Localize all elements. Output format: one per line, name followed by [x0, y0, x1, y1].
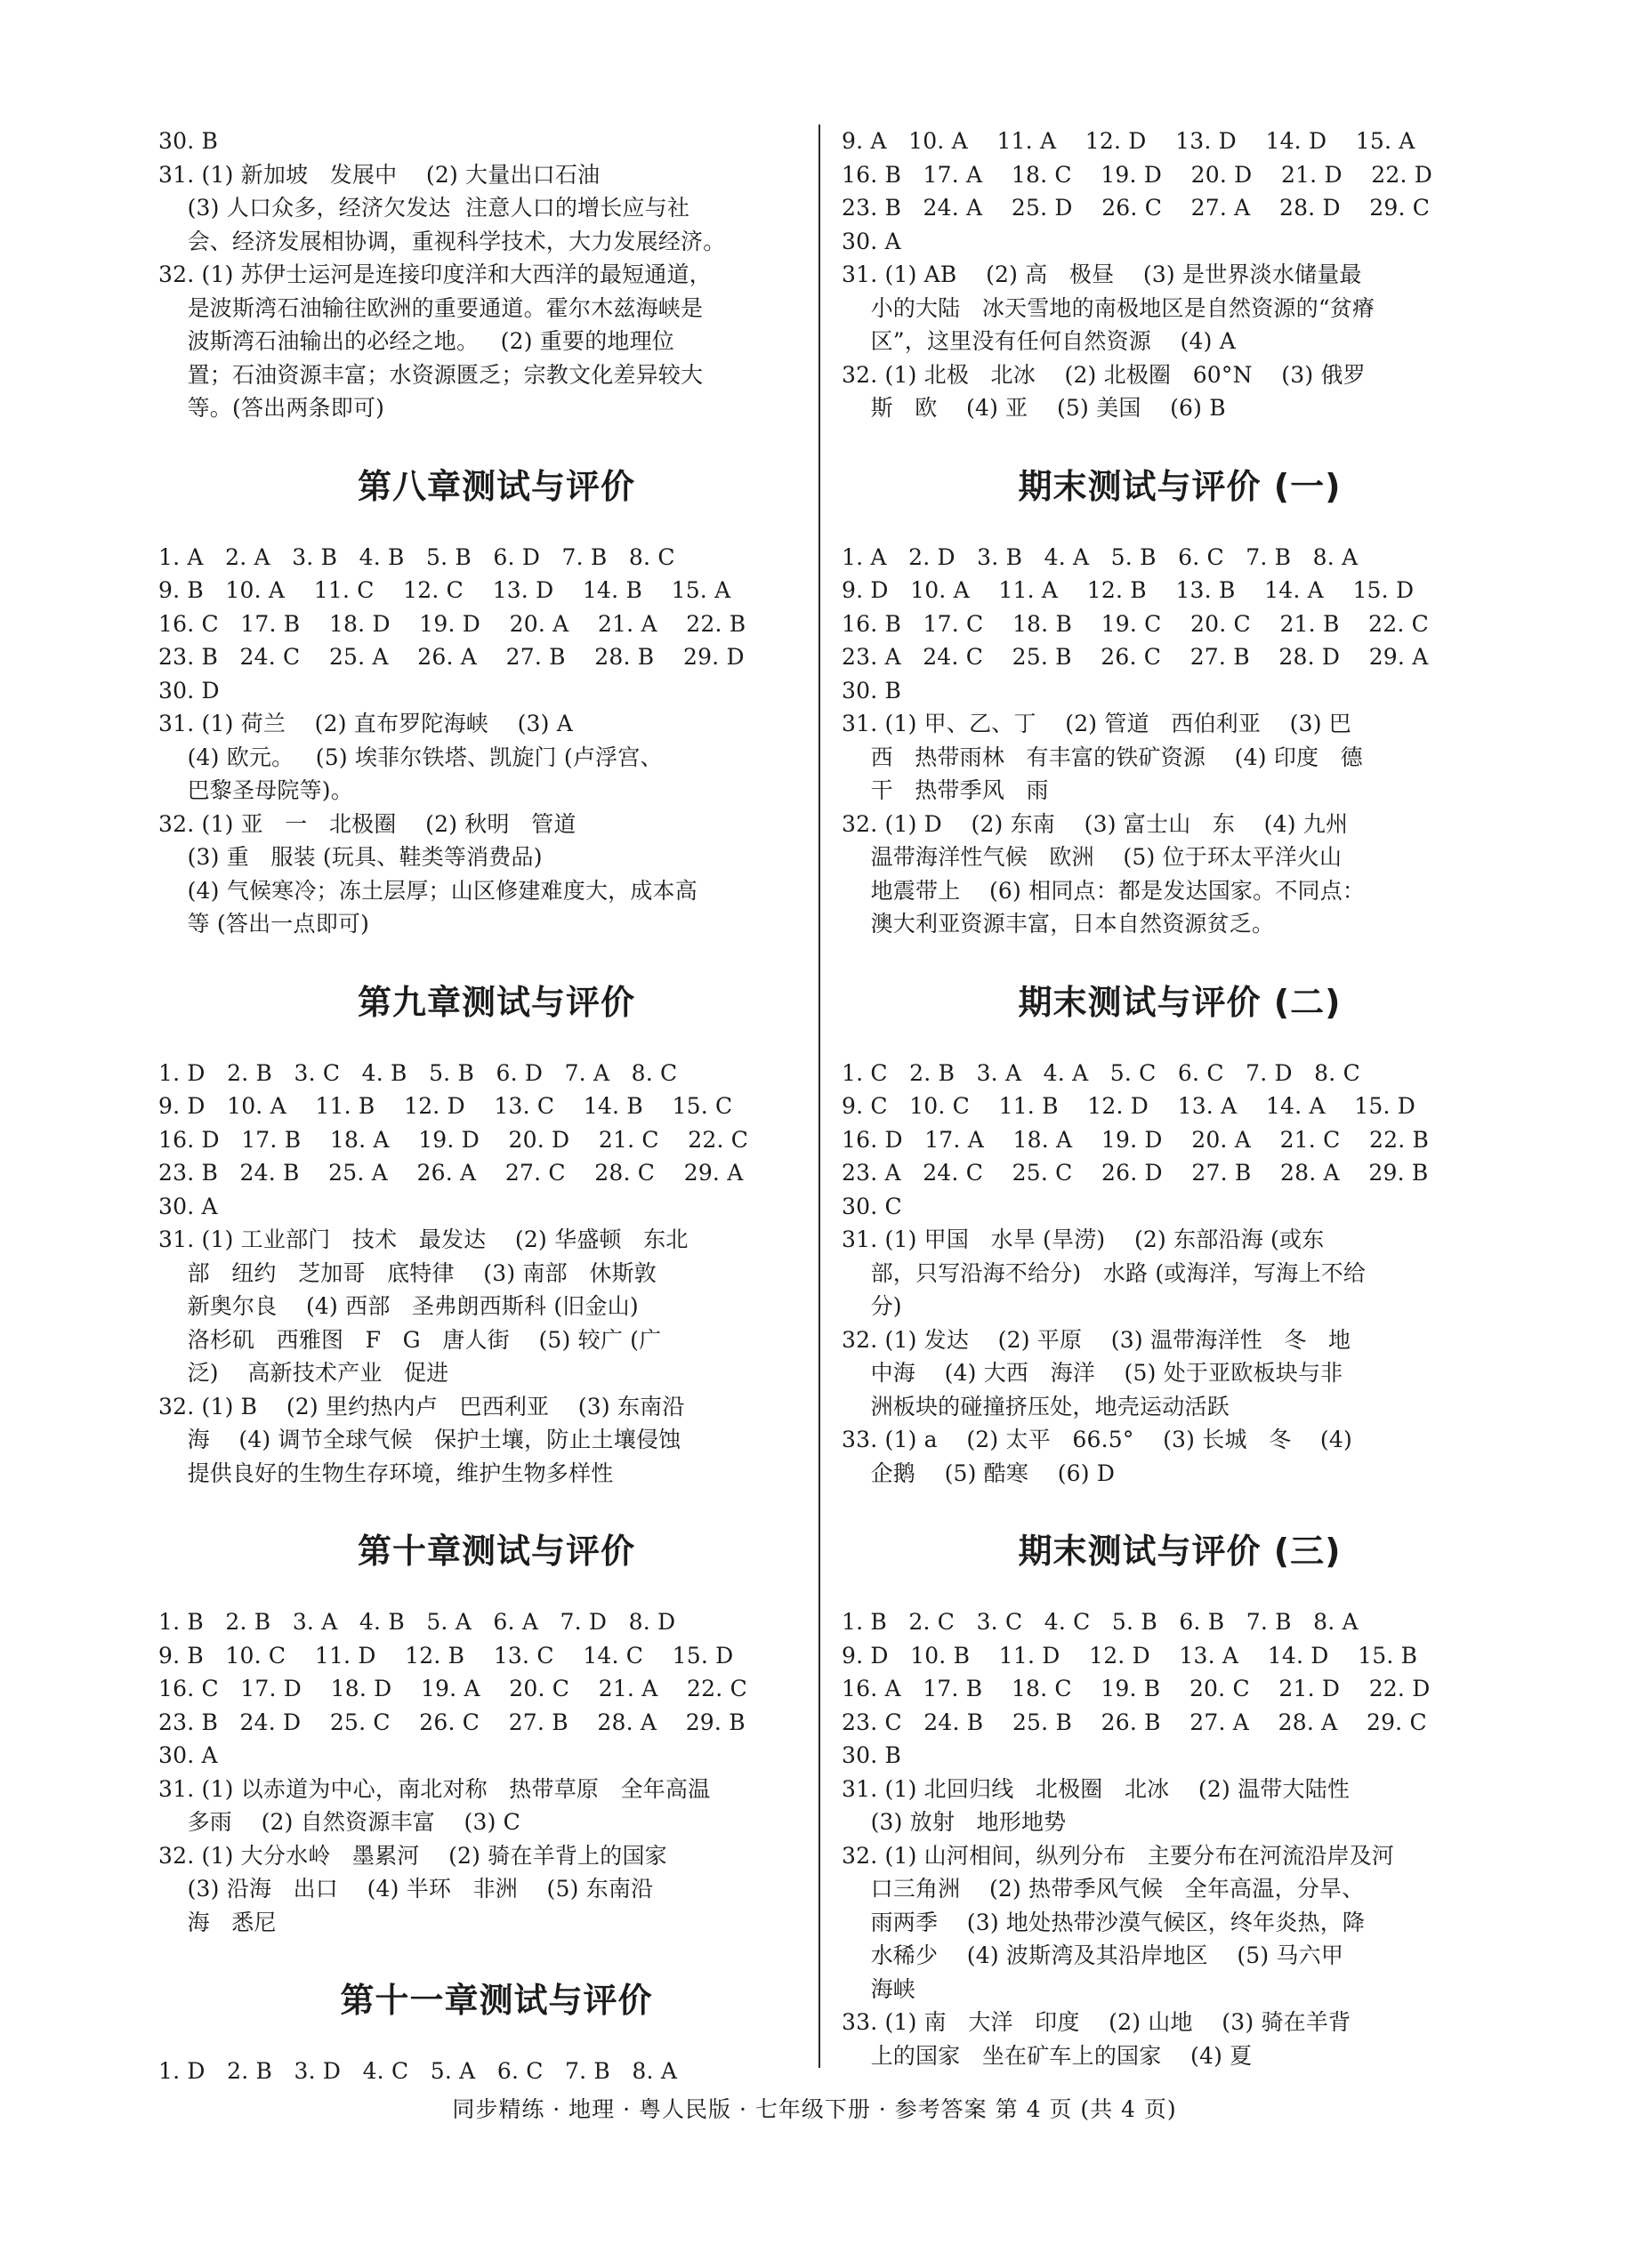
answer-line: 16. B 17. A 18. C 19. D 20. D 21. D 22. D	[842, 161, 1433, 188]
answer-line: 部，只写沿海不给分) 水路 (或海洋，写海上不给	[842, 1259, 1367, 1286]
answer-line: 企鹅 (5) 酷寒 (6) D	[842, 1460, 1116, 1486]
answer-line: 洲板块的碰撞挤压处，地壳运动活跃	[842, 1393, 1230, 1420]
section-title: 第八章测试与评价	[357, 466, 635, 506]
answer-line: 斯 欧 (4) 亚 (5) 美国 (6) B	[842, 395, 1226, 421]
answer-line: 9. C 10. C 11. B 12. D 13. A 14. A 15. D	[842, 1093, 1416, 1119]
page-footer: 同步精练 · 地理 · 粤人民版 · 七年级下册 · 参考答案 第 4 页 (共 4 页)	[452, 2096, 1177, 2122]
answer-line: 1. B 2. B 3. A 4. B 5. A 6. A 7. D 8. D	[158, 1609, 676, 1635]
answer-line: 30. B	[158, 128, 219, 154]
section-title: 期末测试与评价 (二)	[1018, 982, 1342, 1022]
answer-line: 32. (1) 大分水岭 墨累河 (2) 骑在羊背上的国家	[158, 1842, 667, 1869]
answer-line: 9. B 10. A 11. C 12. C 13. D 14. B 15. A	[158, 577, 731, 603]
answer-line: 新奥尔良 (4) 西部 圣弗朗西斯科 (旧金山)	[158, 1293, 639, 1319]
answer-line: 巴黎圣母院等)。	[158, 777, 353, 803]
answer-line: 31. (1) 荷兰 (2) 直布罗陀海峡 (3) A	[158, 711, 574, 736]
answer-line: (3) 沿海 出口 (4) 半环 非洲 (5) 东南沿	[158, 1876, 654, 1902]
right-column	[842, 125, 1518, 2072]
answer-line: 1. A 2. D 3. B 4. A 5. B 6. C 7. B 8. A	[842, 543, 1359, 570]
answer-line: (4) 欧元。 (5) 埃菲尔铁塔、凯旋门 (卢浮宫、	[158, 744, 663, 770]
answer-line: 23. A 24. C 25. B 26. C 27. B 28. D 29. A	[842, 644, 1429, 670]
answer-line: 32. (1) 北极 北冰 (2) 北极圈 60°N (3) 俄罗	[842, 361, 1366, 388]
answer-line: 9. B 10. C 11. D 12. B 13. C 14. C 15. D	[158, 1642, 734, 1669]
answer-line: 30. A	[158, 1193, 218, 1219]
answer-line: 31. (1) 甲国 水旱 (旱涝) (2) 东部沿海 (或东	[842, 1226, 1325, 1252]
answer-line: 23. A 24. C 25. C 26. D 27. B 28. A 29. B	[842, 1160, 1429, 1186]
answer-line: 澳大利亚资源丰富，日本自然资源贫乏。	[842, 911, 1275, 937]
column-divider	[819, 125, 820, 2068]
answer-line: 23. C 24. B 25. B 26. B 27. A 28. A 29. C	[842, 1709, 1427, 1735]
answer-line: 分)	[842, 1293, 902, 1319]
answer-line: 30. A	[158, 1742, 218, 1768]
answer-line: 是波斯湾石油输往欧洲的重要通道。霍尔木兹海峡是	[158, 294, 704, 321]
answer-line: 32. (1) 亚 一 北极圈 (2) 秋明 管道	[158, 810, 577, 837]
answer-line: 西 热带雨林 有丰富的铁矿资源 (4) 印度 德	[842, 744, 1363, 770]
answer-line: 16. D 17. A 18. A 19. D 20. A 21. C 22. B	[842, 1126, 1430, 1153]
answer-line: 海 悉尼	[158, 1909, 277, 1935]
answer-line: 23. B 24. C 25. A 26. A 27. B 28. B 29. D	[158, 644, 745, 670]
answer-line: 16. A 17. B 18. C 19. B 20. C 21. D 22. D	[842, 1676, 1431, 1701]
answer-line: 16. C 17. D 18. D 19. A 20. C 21. A 22. C	[158, 1676, 747, 1701]
answer-line: 1. D 2. B 3. C 4. B 5. B 6. D 7. A 8. C	[158, 1059, 678, 1086]
answer-line: 16. D 17. B 18. A 19. D 20. D 21. C 22. C	[158, 1126, 749, 1153]
answer-line: 小的大陆 冰天雪地的南极地区是自然资源的“贫瘠	[842, 294, 1375, 321]
answer-line: 雨两季 (3) 地处热带沙漠气候区，终年炎热，降	[842, 1909, 1366, 1935]
answer-line: 中海 (4) 大西 海洋 (5) 处于亚欧板块与非	[842, 1360, 1343, 1386]
right-section-1	[842, 457, 1518, 941]
answer-line: 31. (1) AB (2) 高 极昼 (3) 是世界淡水储量最	[842, 261, 1362, 287]
answer-line: 海 (4) 调节全球气候 保护土壤，防止土壤侵蚀	[158, 1427, 681, 1452]
answer-line: 9. D 10. A 11. B 12. D 13. C 14. B 15. C	[158, 1093, 733, 1119]
answer-line: 置；石油资源丰富；水资源匮乏；宗教文化差异较大	[158, 361, 704, 388]
answer-line: 水稀少 (4) 波斯湾及其沿岸地区 (5) 马六甲	[842, 1942, 1344, 1968]
answer-line: 会、经济发展相协调，重视科学技术，大力发展经济。	[158, 228, 726, 254]
answer-line: (3) 人口众多，经济欠发达 注意人口的增长应与社	[158, 195, 690, 221]
left-section-0	[158, 125, 835, 425]
left-column	[158, 125, 835, 2088]
answer-line: 32. (1) 发达 (2) 平原 (3) 温带海洋性 冬 地	[842, 1326, 1351, 1353]
answer-line: 多雨 (2) 自然资源丰富 (3) C	[158, 1809, 521, 1835]
answer-line: 区”，这里没有任何自然资源 (4) A	[842, 328, 1236, 354]
answer-line: 1. A 2. A 3. B 4. B 5. B 6. D 7. B 8. C	[158, 543, 675, 570]
left-section-1	[158, 457, 835, 941]
answer-line: 30. C	[842, 1193, 902, 1219]
answer-line: 海峡	[842, 1975, 915, 2002]
answer-line: 33. (1) 南 大洋 印度 (2) 山地 (3) 骑在羊背	[842, 2009, 1351, 2035]
right-section-3	[842, 1522, 1518, 2072]
answer-line: 23. B 24. A 25. D 26. C 27. A 28. D 29. C	[842, 195, 1431, 221]
answer-line: 温带海洋性气候 欧洲 (5) 位于环太平洋火山	[842, 844, 1343, 870]
answer-line: 口三角洲 (2) 热带季风气候 全年高温，分旱、	[842, 1876, 1365, 1902]
answer-line: 23. B 24. B 25. A 26. A 27. C 28. C 29. A	[158, 1160, 744, 1186]
answer-line: 波斯湾石油输出的必经之地。 (2) 重要的地理位	[158, 328, 674, 354]
left-section-2	[158, 973, 835, 1491]
answer-line: 洛杉矶 西雅图 F G 唐人街 (5) 较广 (广	[158, 1326, 662, 1353]
section-title: 期末测试与评价 (一)	[1018, 466, 1342, 506]
answer-line: 32. (1) 山河相间，纵列分布 主要分布在河流沿岸及河	[842, 1842, 1395, 1869]
answer-line: (3) 放射 地形地势	[842, 1809, 1067, 1835]
answer-line: 干 热带季风 雨	[842, 777, 1049, 803]
answer-line: 9. A 10. A 11. A 12. D 13. D 14. D 15. A	[842, 128, 1415, 154]
answer-line: 31. (1) 北回归线 北极圈 北冰 (2) 温带大陆性	[842, 1775, 1351, 1802]
answer-line: (4) 气候寒冷；冻土层厚；山区修建难度大，成本高	[158, 877, 698, 904]
answer-line: 提供良好的生物生存环境，维护生物多样性	[158, 1460, 614, 1486]
answer-line: 30. A	[842, 228, 901, 254]
answer-line: 16. C 17. B 18. D 19. D 20. A 21. A 22. B	[158, 610, 746, 637]
answer-line: 31. (1) 甲、乙、丁 (2) 管道 西伯利亚 (3) 巴	[842, 711, 1351, 736]
answer-line: 30. D	[158, 677, 220, 704]
left-section-4	[158, 1971, 835, 2088]
section-title: 第九章测试与评价	[357, 982, 635, 1022]
answer-line: 16. B 17. C 18. B 19. C 20. C 21. B 22. C	[842, 610, 1429, 637]
answer-line: 上的国家 坐在矿车上的国家 (4) 夏	[842, 2042, 1253, 2069]
section-title: 期末测试与评价 (三)	[1018, 1532, 1342, 1571]
answer-line: 等。(答出两条即可)	[158, 395, 385, 421]
answer-line: 1. D 2. B 3. D 4. C 5. A 6. C 7. B 8. A	[158, 2058, 678, 2084]
answer-line: 部 纽约 芝加哥 底特律 (3) 南部 休斯敦	[158, 1259, 657, 1286]
answer-line: 泛) 高新技术产业 促进	[158, 1360, 449, 1386]
answer-line: 地震带上 (6) 相同点：都是发达国家。不同点：	[842, 877, 1366, 904]
answer-line: 32. (1) B (2) 里约热内卢 巴西利亚 (3) 东南沿	[158, 1393, 685, 1420]
answer-line: 9. D 10. B 11. D 12. D 13. A 14. D 15. B	[842, 1642, 1418, 1669]
answer-line: 9. D 10. A 11. A 12. B 13. B 14. A 15. D	[842, 577, 1415, 603]
section-title: 第十章测试与评价	[357, 1532, 635, 1571]
right-section-0	[842, 125, 1518, 425]
answer-line: 1. B 2. C 3. C 4. C 5. B 6. B 7. B 8. A	[842, 1609, 1359, 1635]
answer-line: 30. B	[842, 1742, 902, 1768]
right-section-2	[842, 973, 1518, 1491]
answer-line: 32. (1) D (2) 东南 (3) 富士山 东 (4) 九州	[842, 810, 1349, 837]
answer-line: 31. (1) 新加坡 发展中 (2) 大量出口石油	[158, 161, 601, 188]
answer-line: 31. (1) 以赤道为中心，南北对称 热带草原 全年高温	[158, 1775, 711, 1802]
answer-line: 23. B 24. D 25. C 26. C 27. B 28. A 29. B	[158, 1709, 746, 1735]
answer-line: (3) 重 服装 (玩具、鞋类等消费品)	[158, 844, 543, 870]
answer-line: 33. (1) a (2) 太平 66.5° (3) 长城 冬 (4)	[842, 1427, 1352, 1452]
answer-line: 等 (答出一点即可)	[158, 911, 370, 937]
left-section-3	[158, 1522, 835, 1939]
answer-line: 30. B	[842, 677, 902, 704]
section-title: 第十一章测试与评价	[340, 1981, 653, 2020]
answer-line: 1. C 2. B 3. A 4. A 5. C 6. C 7. D 8. C	[842, 1059, 1360, 1086]
answer-line: 32. (1) 苏伊士运河是连接印度洋和大西洋的最短通道，	[158, 261, 712, 287]
answer-line: 31. (1) 工业部门 技术 最发达 (2) 华盛顿 东北	[158, 1226, 689, 1252]
